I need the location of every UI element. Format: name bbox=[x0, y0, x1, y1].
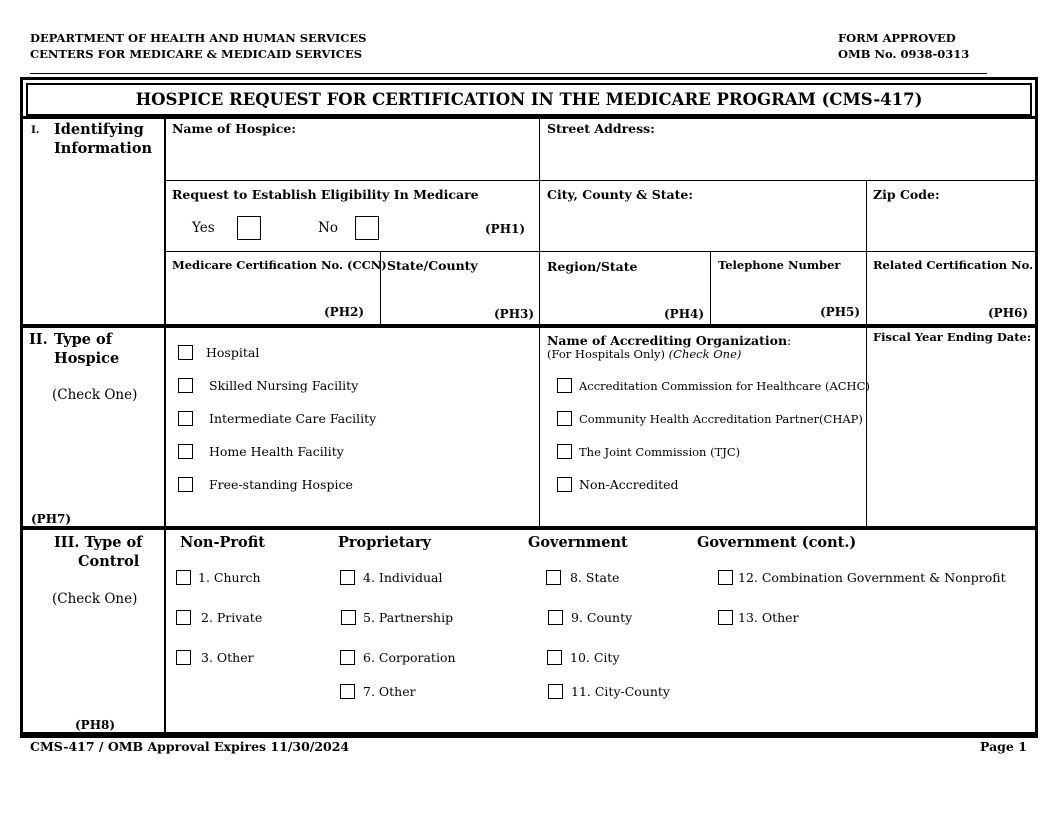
header-divider bbox=[30, 73, 987, 74]
ph2-code: (PH2) bbox=[324, 305, 365, 319]
section3-top-border bbox=[23, 526, 1035, 530]
proprietary-other-checkbox[interactable] bbox=[340, 684, 355, 699]
non-accredited-label: Non-Accredited bbox=[579, 477, 679, 492]
church-label: 1. Church bbox=[198, 570, 261, 585]
hospice-name-label: Name of Hospice: bbox=[172, 121, 296, 136]
tjc-label: The Joint Commission (TJC) bbox=[579, 445, 741, 459]
city-county-state-label: City, County & State: bbox=[547, 187, 693, 202]
state-county-field[interactable] bbox=[383, 275, 537, 303]
partnership-label: 5. Partnership bbox=[363, 610, 454, 625]
combination-gov-nonprofit-label: 12. Combination Government & Nonprofit bbox=[738, 570, 1006, 585]
section2-top-border bbox=[23, 324, 1035, 328]
section1-title-line1: Identifying bbox=[54, 121, 144, 138]
section2-roman: II. bbox=[29, 331, 48, 348]
skilled-nursing-checkbox[interactable] bbox=[178, 378, 193, 393]
corporation-label: 6. Corporation bbox=[363, 650, 456, 665]
region-state-field[interactable] bbox=[542, 276, 708, 304]
accrediting-org-check-one: (Check One) bbox=[668, 347, 742, 361]
chap-checkbox[interactable] bbox=[557, 411, 572, 426]
skilled-nursing-label: Skilled Nursing Facility bbox=[209, 378, 359, 393]
s2-mid-divider bbox=[539, 326, 540, 528]
telephone-field[interactable] bbox=[713, 275, 864, 303]
city-county-checkbox[interactable] bbox=[548, 684, 563, 699]
intermediate-care-checkbox[interactable] bbox=[178, 411, 193, 426]
chap-label: Community Health Accreditation Partner(CHAP) bbox=[579, 412, 863, 426]
section3-title-line1: III. Type of bbox=[54, 534, 143, 551]
form-approved-label: FORM APPROVED bbox=[838, 31, 956, 45]
eligibility-label: Request to Establish Eligibility In Medicare bbox=[172, 187, 479, 202]
accrediting-org-subtitle bbox=[547, 346, 741, 362]
nonprofit-other-label: 3. Other bbox=[201, 650, 254, 665]
home-health-checkbox[interactable] bbox=[178, 444, 193, 459]
agency-line-2: CENTERS FOR MEDICARE & MEDICAID SERVICES bbox=[30, 47, 363, 61]
individual-checkbox[interactable] bbox=[340, 570, 355, 585]
hospital-checkbox[interactable] bbox=[178, 345, 193, 360]
section1-title-line2: Information bbox=[54, 140, 153, 157]
free-standing-hospice-label: Free-standing Hospice bbox=[209, 477, 353, 492]
telephone-label: Telephone Number bbox=[718, 258, 841, 272]
accrediting-org-title-text: Name of Accrediting Organization bbox=[547, 333, 788, 348]
ph6-code: (PH6) bbox=[988, 306, 1029, 320]
eligibility-yes-label: Yes bbox=[192, 220, 215, 236]
s2-fiscal-divider bbox=[866, 326, 867, 528]
achc-label: Accreditation Commission for Healthcare (ACHC) bbox=[579, 379, 870, 393]
county-label: 9. County bbox=[571, 610, 633, 625]
ccn-field[interactable] bbox=[166, 275, 378, 303]
section1-top-border bbox=[23, 116, 1035, 119]
footer-form-id: CMS-417 / OMB Approval Expires 11/30/2024 bbox=[30, 739, 350, 754]
home-health-label: Home Health Facility bbox=[209, 444, 344, 459]
city-county-state-field[interactable] bbox=[542, 204, 864, 249]
private-label: 2. Private bbox=[201, 610, 263, 625]
ph7-code: (PH7) bbox=[31, 512, 72, 526]
partnership-checkbox[interactable] bbox=[341, 610, 356, 625]
zip-code-field[interactable] bbox=[869, 204, 1032, 249]
agency-line-1: DEPARTMENT OF HEALTH AND HUMAN SERVICES bbox=[30, 31, 367, 45]
state-checkbox[interactable] bbox=[546, 570, 561, 585]
city-label: 10. City bbox=[570, 650, 620, 665]
nonprofit-header: Non-Profit bbox=[180, 534, 265, 551]
street-address-field[interactable] bbox=[542, 138, 1032, 178]
fiscal-year-label: Fiscal Year Ending Date: bbox=[873, 330, 1032, 344]
county-checkbox[interactable] bbox=[548, 610, 563, 625]
government-cont-header: Government (cont.) bbox=[697, 534, 857, 551]
section2-title-line1: Type of bbox=[54, 331, 112, 348]
state-county-label: State/County bbox=[387, 258, 478, 273]
private-checkbox[interactable] bbox=[176, 610, 191, 625]
ccn-label: Medicare Certification No. (CCN) bbox=[172, 258, 387, 272]
city-checkbox[interactable] bbox=[547, 650, 562, 665]
fiscal-year-field[interactable] bbox=[869, 348, 1032, 524]
s1-row2-line bbox=[164, 251, 1035, 252]
ph1-code: (PH1) bbox=[485, 222, 526, 236]
section2-title-line2: Hospice bbox=[54, 350, 120, 367]
accrediting-org-title-colon: : bbox=[787, 334, 792, 348]
zip-code-label: Zip Code: bbox=[873, 187, 940, 202]
combination-gov-nonprofit-checkbox[interactable] bbox=[718, 570, 733, 585]
government-other-checkbox[interactable] bbox=[718, 610, 733, 625]
ph5-code: (PH5) bbox=[820, 305, 861, 319]
free-standing-hospice-checkbox[interactable] bbox=[178, 477, 193, 492]
section3-bottom-border bbox=[23, 732, 1035, 735]
street-address-label: Street Address: bbox=[547, 121, 655, 136]
state-label: 8. State bbox=[570, 570, 620, 585]
eligibility-yes-checkbox[interactable] bbox=[237, 216, 261, 240]
tjc-checkbox[interactable] bbox=[557, 444, 572, 459]
related-certification-label: Related Certification No. bbox=[873, 258, 1034, 272]
s1-row1-line bbox=[164, 180, 1035, 181]
government-header: Government bbox=[528, 534, 628, 551]
government-other-label: 13. Other bbox=[738, 610, 799, 625]
form-title: HOSPICE REQUEST FOR CERTIFICATION IN THE MEDICARE PROGRAM (CMS-417) bbox=[26, 83, 1032, 116]
non-accredited-checkbox[interactable] bbox=[557, 477, 572, 492]
omb-number: OMB No. 0938-0313 bbox=[838, 47, 970, 61]
ph4-code: (PH4) bbox=[664, 307, 705, 321]
label-column-divider bbox=[164, 118, 166, 734]
section3-check-one: (Check One) bbox=[52, 591, 138, 607]
proprietary-other-label: 7. Other bbox=[363, 684, 416, 699]
region-state-label: Region/State bbox=[547, 259, 638, 274]
hospital-label: Hospital bbox=[206, 345, 260, 360]
eligibility-no-checkbox[interactable] bbox=[355, 216, 379, 240]
eligibility-no-label: No bbox=[318, 220, 338, 236]
accrediting-org-hospitals-only: (For Hospitals Only) bbox=[547, 347, 666, 361]
section2-check-one: (Check One) bbox=[52, 387, 138, 403]
individual-label: 4. Individual bbox=[363, 570, 443, 585]
intermediate-care-label: Intermediate Care Facility bbox=[209, 411, 377, 426]
section1-roman: I. bbox=[31, 124, 40, 136]
footer-page-number: Page 1 bbox=[980, 739, 1027, 754]
achc-checkbox[interactable] bbox=[557, 378, 572, 393]
s1-mid-divider bbox=[539, 118, 540, 326]
proprietary-header: Proprietary bbox=[338, 534, 431, 551]
ph8-code: (PH8) bbox=[75, 718, 116, 732]
s1-phone-divider bbox=[710, 251, 711, 326]
ph3-code: (PH3) bbox=[494, 307, 535, 321]
corporation-checkbox[interactable] bbox=[340, 650, 355, 665]
city-county-label: 11. City-County bbox=[571, 684, 670, 699]
related-certification-field[interactable] bbox=[869, 275, 1032, 303]
section3-title-line2: Control bbox=[78, 553, 140, 570]
s1-zip-divider bbox=[866, 180, 867, 326]
church-checkbox[interactable] bbox=[176, 570, 191, 585]
hospice-name-field[interactable] bbox=[166, 138, 536, 178]
nonprofit-other-checkbox[interactable] bbox=[176, 650, 191, 665]
